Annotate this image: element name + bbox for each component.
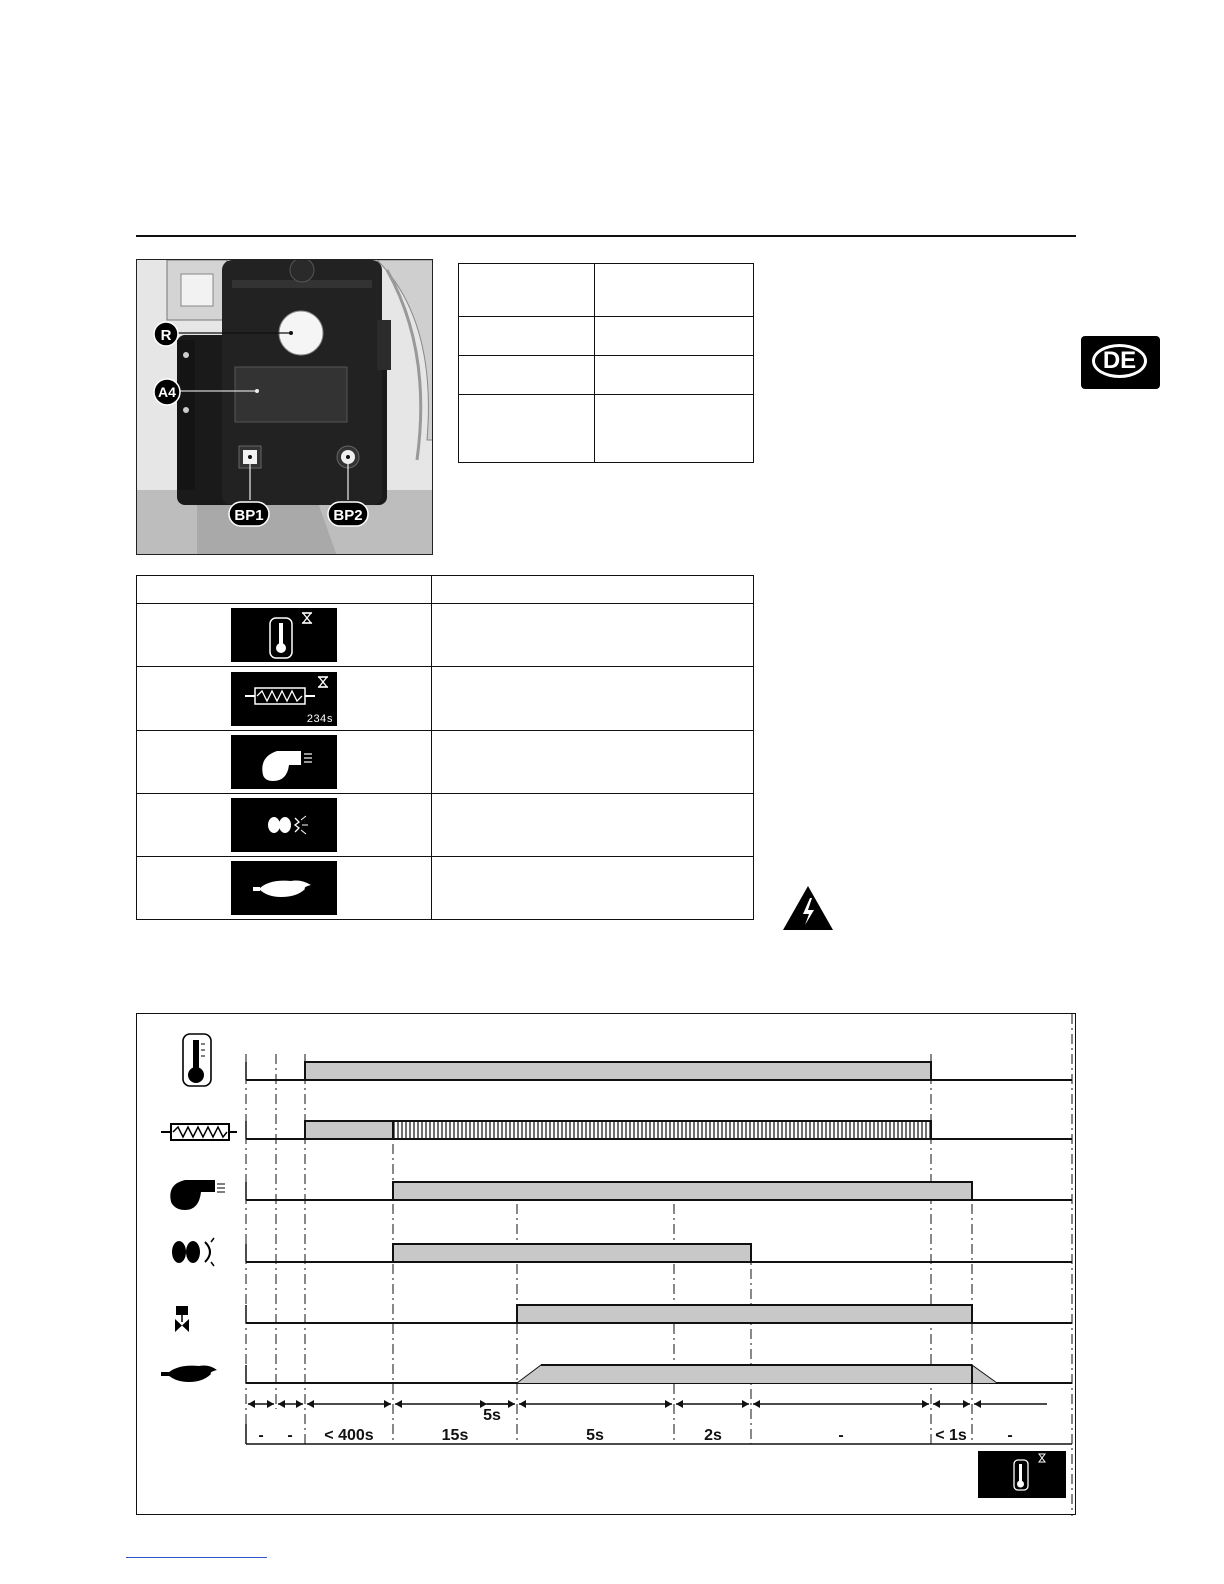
svg-text:BP2: BP2 <box>333 507 363 524</box>
table-cell <box>459 395 595 463</box>
timer-readout: 234s <box>306 713 333 726</box>
table-row <box>459 264 754 317</box>
thermometer-column <box>1019 1464 1022 1482</box>
heating-resistor-hourglass-icon <box>231 672 337 726</box>
dimension-arrowhead <box>519 1400 526 1408</box>
display-screen <box>231 798 337 852</box>
table-row <box>137 857 754 920</box>
table-cell <box>137 731 432 794</box>
table-cell <box>432 667 754 731</box>
dimension-arrowhead <box>963 1400 970 1408</box>
dimension-arrowhead <box>933 1400 940 1408</box>
dimension-arrowhead <box>676 1400 683 1408</box>
table-cell <box>595 264 754 317</box>
dimension-arrowhead <box>753 1400 760 1408</box>
footer-link-underline <box>126 1557 267 1558</box>
heating-resistor-icon <box>161 1124 237 1140</box>
table-header-cell <box>432 576 754 604</box>
sub-phase-label: 5s <box>483 1407 501 1424</box>
ignition-electrode-icon <box>172 1238 214 1266</box>
table-cell <box>459 317 595 356</box>
dimension-arrowhead <box>742 1400 749 1408</box>
parts-table <box>458 263 754 463</box>
table-cell <box>432 604 754 667</box>
solenoid-valve-icon <box>175 1306 189 1332</box>
language-badge <box>1081 336 1160 389</box>
thermometer-hourglass-icon <box>231 608 337 662</box>
table-row <box>459 317 754 356</box>
fan-icon <box>170 1180 225 1210</box>
dimension-arrowhead <box>267 1400 274 1408</box>
table-cell <box>432 731 754 794</box>
flame-active-area <box>517 1365 997 1383</box>
display-screen <box>231 735 337 789</box>
table-row <box>137 604 754 667</box>
phase-label: - <box>287 1427 293 1444</box>
table-row <box>459 356 754 395</box>
ignition-electrode-icon <box>231 798 337 852</box>
heater-hold-bar <box>393 1121 931 1139</box>
phase-label: 15s <box>441 1427 469 1444</box>
dimension-arrowhead <box>248 1400 255 1408</box>
dimension-arrowhead <box>307 1400 314 1408</box>
dimension-arrowhead <box>665 1400 672 1408</box>
svg-text:A4: A4 <box>158 384 176 400</box>
thermometer-icon <box>183 1034 211 1086</box>
callout-bp2 <box>328 502 368 526</box>
table-cell <box>137 857 432 920</box>
dimension-arrowhead <box>384 1400 391 1408</box>
table-cell <box>595 356 754 395</box>
table-cell <box>432 794 754 857</box>
dimension-arrowhead <box>922 1400 929 1408</box>
electric-hazard-icon <box>782 884 835 932</box>
phase-label: 5s <box>586 1427 604 1444</box>
callout-bp1 <box>229 502 269 526</box>
header-rule <box>136 235 1076 237</box>
dimension-arrowhead <box>974 1400 981 1408</box>
display-screen <box>231 608 337 662</box>
heater-preheat-bar <box>305 1121 393 1139</box>
callout-r <box>154 322 178 346</box>
phase-label: - <box>1007 1427 1013 1444</box>
display-screen <box>231 672 337 726</box>
fan-icon <box>231 735 337 789</box>
table-cell <box>432 857 754 920</box>
table-cell <box>595 317 754 356</box>
valve-active-bar <box>517 1305 972 1323</box>
timing-diagram <box>136 1013 1076 1515</box>
phase-label: 2s <box>704 1427 722 1444</box>
table-cell <box>459 264 595 317</box>
table-row <box>137 667 754 731</box>
thermometer-bulb <box>1017 1481 1024 1488</box>
phase-label: - <box>838 1427 844 1444</box>
phase-label: < 1s <box>935 1427 967 1444</box>
svg-text:BP1: BP1 <box>234 507 264 524</box>
fan-active-bar <box>393 1182 972 1200</box>
table-row <box>459 395 754 463</box>
display-icons-table <box>136 575 754 920</box>
table-row <box>137 731 754 794</box>
table-header-row <box>137 576 754 604</box>
phase-label: < 400s <box>324 1427 374 1444</box>
table-cell <box>137 794 432 857</box>
table-cell <box>137 667 432 731</box>
table-cell <box>137 604 432 667</box>
phase-label: - <box>258 1427 264 1444</box>
thermostat-active-bar <box>305 1062 931 1080</box>
table-cell <box>459 356 595 395</box>
ignition-active-bar <box>393 1244 751 1262</box>
table-header-cell <box>137 576 432 604</box>
dimension-arrowhead <box>395 1400 402 1408</box>
display-screen <box>231 861 337 915</box>
dimension-arrowhead <box>278 1400 285 1408</box>
flame-icon <box>161 1366 217 1383</box>
flame-icon <box>231 861 337 915</box>
language-code: DE <box>1092 344 1147 378</box>
dimension-arrowhead <box>296 1400 303 1408</box>
svg-text:R: R <box>160 327 172 344</box>
table-cell <box>595 395 754 463</box>
control-unit-photo <box>136 259 433 555</box>
table-row <box>137 794 754 857</box>
callout-a4 <box>154 379 180 405</box>
